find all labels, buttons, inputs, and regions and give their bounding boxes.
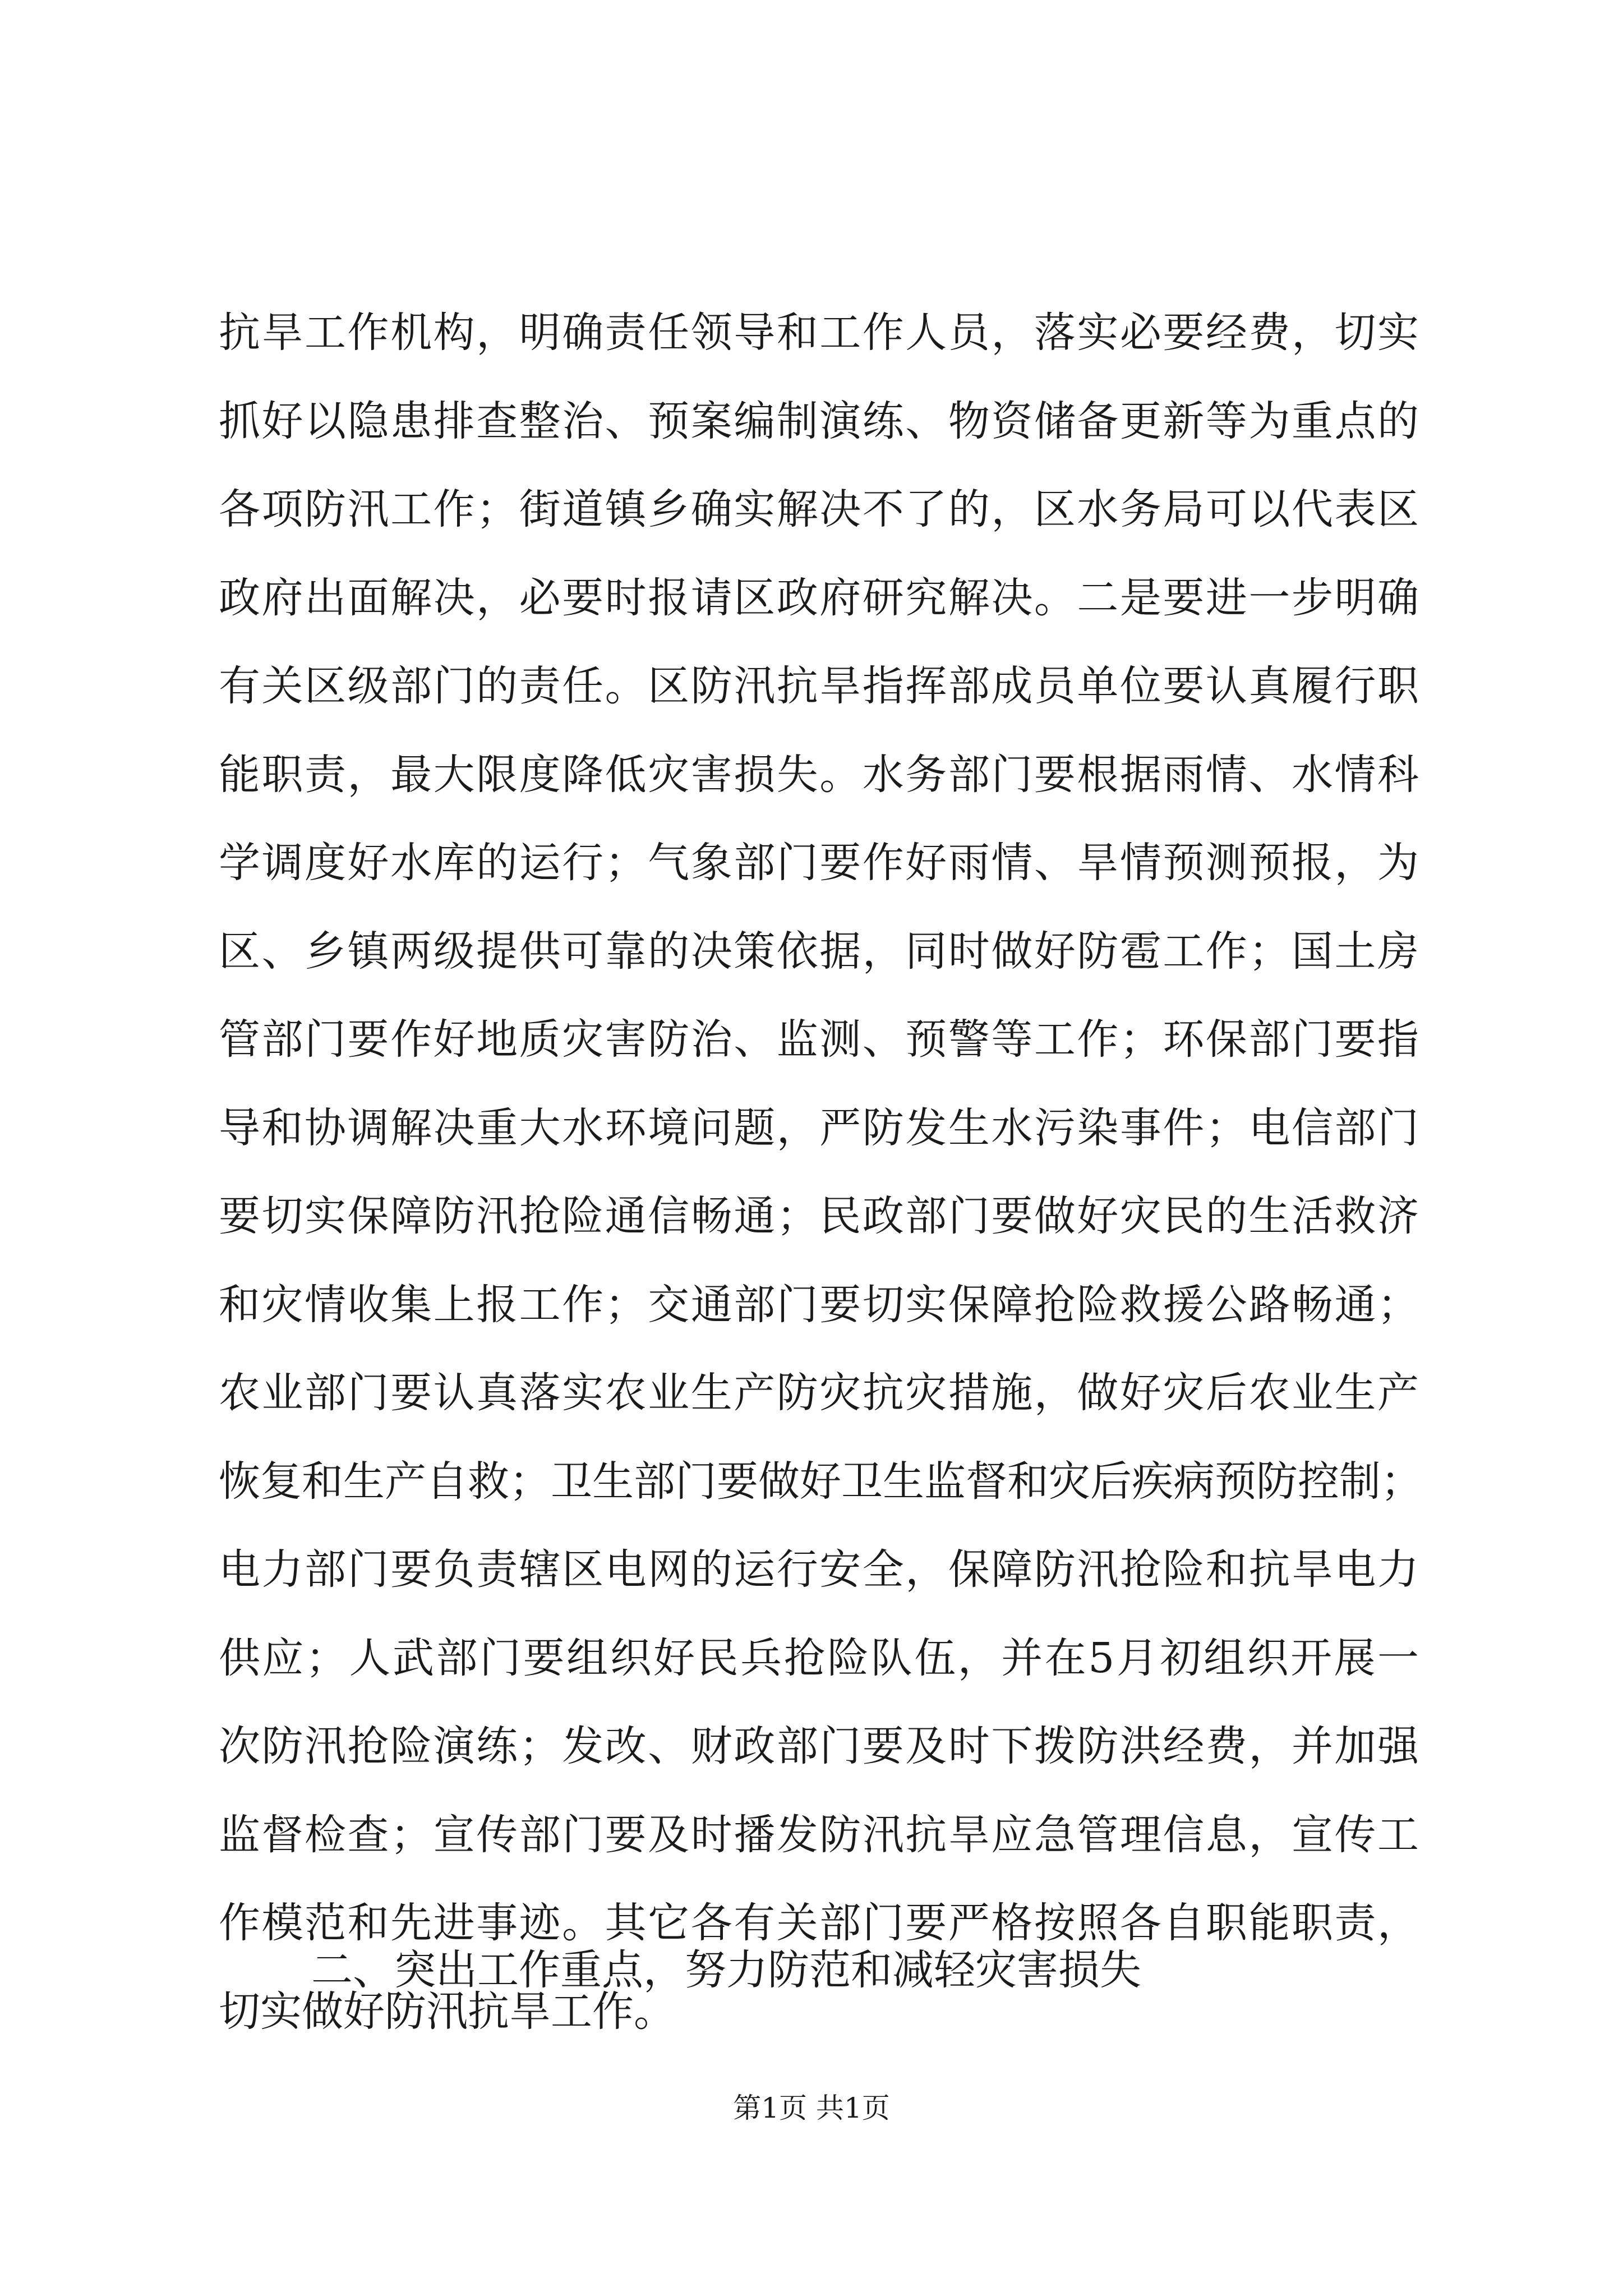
section-heading: 二、突出工作重点，努力防范和减轻灾害损失	[311, 1946, 1141, 1994]
paragraph-line: 次防汛抢险演练；发改、财政部门要及时下拨防洪经费，并加强	[219, 1722, 1419, 1770]
paragraph-line: 电力部门要负责辖区电网的运行安全，保障防汛抢险和抗旱电力	[219, 1545, 1419, 1594]
paragraph-line: 农业部门要认真落实农业生产防灾抗灾措施，做好灾后农业生产	[219, 1369, 1419, 1417]
paragraph-line: 供应；人武部门要组织好民兵抢险队伍，并在5月初组织开展一	[219, 1634, 1419, 1682]
paragraph-line: 各项防汛工作；街道镇乡确实解决不了的，区水务局可以代表区	[219, 485, 1419, 533]
page-footer: 第1页 共1页	[733, 2092, 890, 2124]
paragraph-line: 有关区级部门的责任。区防汛抗旱指挥部成员单位要认真履行职	[219, 662, 1419, 710]
paragraph-line: 管部门要作好地质灾害防治、监测、预警等工作；环保部门要指	[219, 1015, 1419, 1064]
paragraph-line: 学调度好水库的运行；气象部门要作好雨情、旱情预测预报，为	[219, 839, 1419, 887]
paragraph-line: 切实做好防汛抗旱工作。	[219, 1987, 675, 2036]
paragraph-line: 政府出面解决，必要时报请区政府研究解决。二是要进一步明确	[219, 574, 1419, 622]
paragraph-line: 要切实保障防汛抢险通信畅通；民政部门要做好灾民的生活救济	[219, 1192, 1419, 1240]
paragraph-line: 监督检查；宣传部门要及时播发防汛抗旱应急管理信息，宣传工	[219, 1811, 1419, 1859]
paragraph-line: 和灾情收集上报工作；交通部门要切实保障抢险救援公路畅通；	[219, 1281, 1419, 1329]
paragraph-line: 抓好以隐患排查整治、预案编制演练、物资储备更新等为重点的	[219, 397, 1419, 445]
paragraph-line: 能职责，最大限度降低灾害损失。水务部门要根据雨情、水情科	[219, 751, 1419, 799]
paragraph-line: 抗旱工作机构，明确责任领导和工作人员，落实必要经费，切实	[219, 309, 1419, 357]
paragraph-line: 区、乡镇两级提供可靠的决策依据，同时做好防雹工作；国土房	[219, 927, 1419, 976]
paragraph-line: 恢复和生产自救；卫生部门要做好卫生监督和灾后疾病预防控制；	[219, 1457, 1422, 1506]
paragraph-line: 导和协调解决重大水环境问题，严防发生水污染事件；电信部门	[219, 1104, 1419, 1152]
paragraph-line: 作模范和先进事迹。其它各有关部门要严格按照各自职能职责，	[219, 1899, 1419, 1947]
